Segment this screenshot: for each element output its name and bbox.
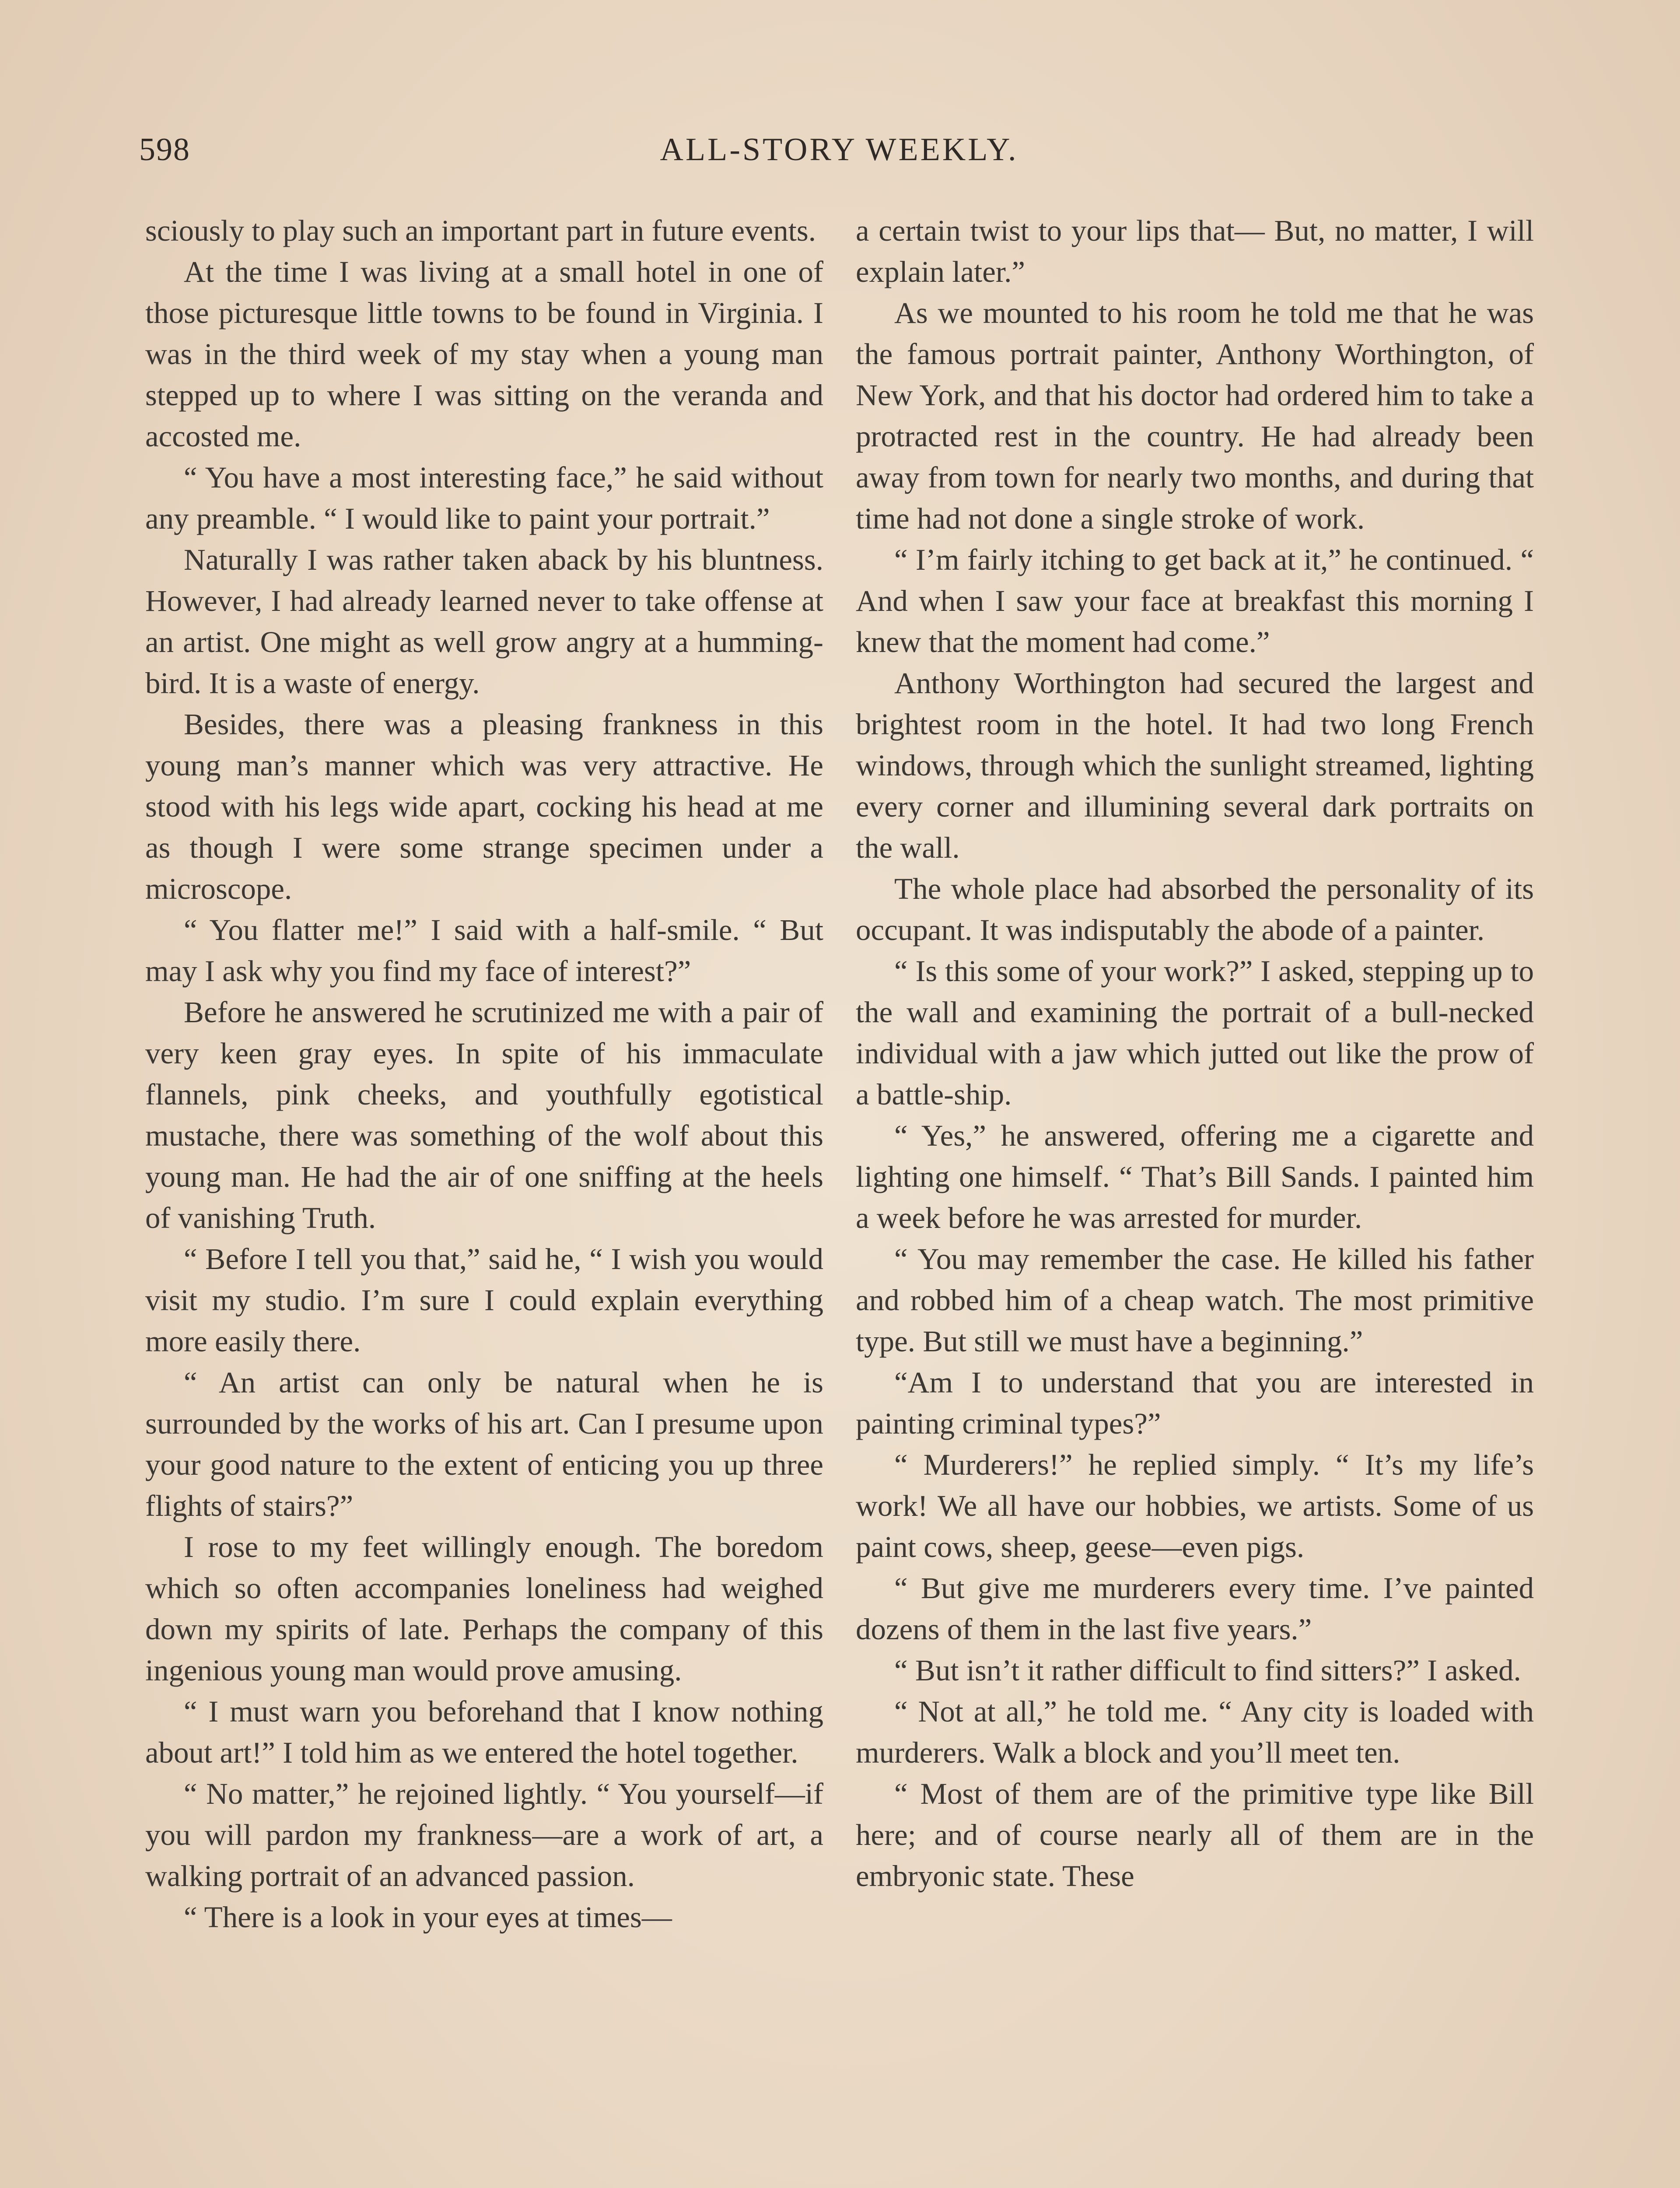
paragraph: “ Most of them are of the primitive type like Bill here; and of course nearly all of them are in the embryonic state. These xyxy=(856,1777,1534,1893)
paragraph: “ But give me murderers every time. I’ve painted dozens of them in the last five years.” xyxy=(856,1571,1534,1646)
paragraph: “ Before I tell you that,” said he, “ I wish you would visit my studio. I’m sure I could explain everything more easily there. xyxy=(145,1242,823,1358)
paragraph: “ An artist can only be natural when he is surrounded by the works of his art. Can I presume upon your good nature to the extent of enticing you up three flights of stairs?” xyxy=(145,1366,823,1522)
paragraph: “ Not at all,” he told me. “ Any city is loaded with murderers. Walk a block and you’ll meet ten. xyxy=(856,1695,1534,1769)
paragraph: Besides, there was a pleasing frankness in this young man’s manner which was very attractive. He stood with his legs wide apart, cocking his head at me as though I were some strange specimen under a microscope. xyxy=(145,708,823,905)
paragraph: “ You flatter me!” I said with a half-smile. “ But may I ask why you find my face of interest?” xyxy=(145,913,823,988)
right-column xyxy=(856,210,1534,1897)
left-column xyxy=(145,210,823,1938)
paragraph: “ But isn’t it rather difficult to find sitters?” I asked. xyxy=(894,1654,1521,1687)
page-number: 598 xyxy=(139,132,190,168)
paragraph: “ No matter,” he rejoined lightly. “ You yourself—if you will pardon my frankness—are a work of art, a walking portrait of an advanced passion. xyxy=(145,1777,823,1893)
paragraph: As we mounted to his room he told me that he was the famous portrait painter, Anthony Worthington, of New York, and that his doctor had ordered him to take a protracted rest in the country. He had already been away from town for nearly two months, and during that time had not done a single stroke of work. xyxy=(856,296,1534,535)
paragraph: “Am I to understand that you are interested in painting criminal types?” xyxy=(856,1366,1534,1440)
page-header xyxy=(139,131,1539,184)
paragraph: Before he answered he scrutinized me with a pair of very keen gray eyes. In spite of his immaculate flannels, pink cheeks, and youthfully egotistical mustache, there was something of the wolf about this young man. He had the air of one sniffing at the heels of vanishing Truth. xyxy=(145,996,823,1234)
paragraph: “ You may remember the case. He killed his father and robbed him of a cheap watch. The most primitive type. But still we must have a beginning.” xyxy=(856,1242,1534,1358)
paragraph: “ I’m fairly itching to get back at it,” he continued. “ And when I saw your face at breakfast this morning I knew that the moment had come.” xyxy=(856,543,1534,659)
paragraph: sciously to play such an important part in future events. xyxy=(145,214,816,247)
running-head: ALL-STORY WEEKLY. xyxy=(660,132,1018,168)
paragraph: “ I must warn you beforehand that I know nothing about art!” I told him as we entered the hotel together. xyxy=(145,1695,823,1769)
paragraph: “ Yes,” he answered, offering me a cigarette and lighting one himself. “ That’s Bill Sands. I painted him a week before he was arrested for murder. xyxy=(856,1119,1534,1234)
paragraph: At the time I was living at a small hotel in one of those picturesque little towns to be found in Virginia. I was in the third week of my stay when a young man stepped up to where I was sitting on the veranda and accosted me. xyxy=(145,255,823,453)
paragraph: “ Is this some of your work?” I asked, stepping up to the wall and examining the portrait of a bull-necked individual with a jaw which jutted out like the prow of a battle-ship. xyxy=(856,954,1534,1111)
paragraph: The whole place had absorbed the personality of its occupant. It was indisputably the abode of a painter. xyxy=(856,872,1534,947)
paragraph: Anthony Worthington had secured the largest and brightest room in the hotel. It had two long French windows, through which the sunlight streamed, lighting every corner and illumining several dark portraits on the wall. xyxy=(856,666,1534,864)
paragraph: “ You have a most interesting face,” he said without any preamble. “ I would like to paint your portrait.” xyxy=(145,461,823,535)
paragraph: a certain twist to your lips that— But, no matter, I will explain later.” xyxy=(856,214,1534,288)
paragraph: I rose to my feet willingly enough. The boredom which so often accompanies loneliness had weighed down my spirits of late. Perhaps the company of this ingenious young man would prove amusing. xyxy=(145,1530,823,1687)
paragraph: “ Murderers!” he replied simply. “ It’s my life’s work! We all have our hobbies, we artists. Some of us paint cows, sheep, geese—even pigs. xyxy=(856,1448,1534,1564)
paragraph: “ There is a look in your eyes at times— xyxy=(184,1900,672,1934)
paragraph: Naturally I was rather taken aback by his bluntness. However, I had already learned never to take offense at an artist. One might as well grow angry at a humming-bird. It is a waste of energy. xyxy=(145,543,823,700)
